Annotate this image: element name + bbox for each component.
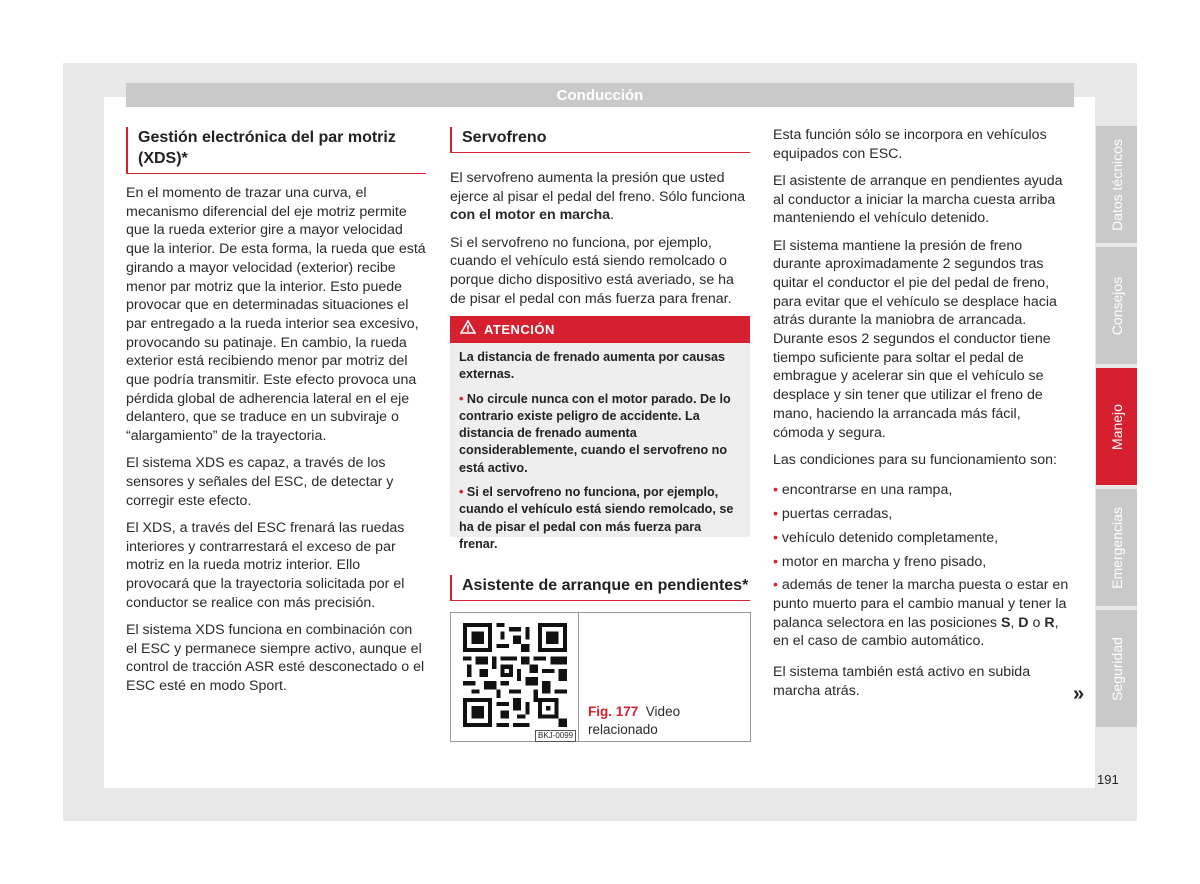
list-item: • además de tener la marcha puesta o estar en punto muerto para el cambio manual y tener la palanca selectora en las posiciones S, D o R, en el caso de cambio automático.	[773, 577, 1069, 650]
paragraph: El sistema mantiene la presión de freno durante aproximadamente 2 segundos tras quitar el conductor el pie del pedal de freno, para evitar que el vehículo se desplace hacia atrás durante la maniobra de arrancada. Durante esos 2 segundos el conductor tiene tiempo suficiente para soltar el pedal de embrague y acelerar sin que el vehículo se desplace y sin tener que utilizar el freno de mano, haciendo la arrancada más fácil, cómoda y segura.	[773, 237, 1057, 441]
paragraph: El sistema XDS funciona en combinación con el ESC y permanece siempre activo, aunque el control de tracción ASR esté desconectado o el ESC esté en modo Sport.	[126, 621, 425, 695]
tab-consejos[interactable]: Consejos	[1096, 247, 1137, 364]
continue-arrow-icon: »	[1073, 683, 1085, 705]
heading-asistente: Asistente de arranque en pendientes*	[450, 575, 750, 601]
list-item: • motor en marcha y freno pisado,	[773, 553, 987, 570]
paragraph: El sistema también está activo en subida marcha atrás.	[773, 664, 1031, 699]
column-3	[773, 126, 1069, 709]
heading-xds: Gestión electrónica del par motriz (XDS)*	[126, 127, 426, 174]
figure-number: Fig. 177	[588, 704, 639, 719]
figure-caption: Fig. 177 Video relacionado	[588, 704, 681, 737]
paragraph: El servofreno aumenta la presión que usted ejerce al pisar el pedal del freno. Sólo funciona con el motor en marcha.	[450, 170, 745, 224]
warning-box	[450, 316, 750, 551]
tab-manejo[interactable]: Manejo	[1096, 368, 1137, 485]
paragraph: Si el servofreno no funciona, por ejemplo, cuando el vehículo está siendo remolcado o porque dicho dispositivo está averiado, se ha de pisar el pedal con más fuerza para frenar.	[450, 234, 734, 307]
warning-intro: La distancia de frenado aumenta por causas externas.	[459, 350, 725, 382]
figure-code: BKJ-0099	[535, 730, 576, 742]
heading-servofreno: Servofreno	[450, 127, 750, 153]
section-header: Conducción	[126, 83, 1074, 107]
figure-box	[450, 612, 751, 742]
warning-header	[450, 316, 750, 343]
warning-item: • No circule nunca con el motor parado. De lo contrario existe peligro de accidente. La distancia de frenado aumenta considerablemente, cuando el servofreno no está activo.	[459, 391, 731, 475]
paragraph: El XDS, a través del ESC frenará las ruedas interiores y contrarrestará el exceso de par motriz en la rueda motriz interior. Ello provocará que la trayectoria solicitada por el conductor se realice con más precisión.	[126, 519, 405, 611]
paragraph: En el momento de trazar una curva, el mecanismo diferencial del eje motriz permite que la rueda exterior gire a mayor velocidad que la interior. De esta forma, la rueda que está girando a mayor velocidad (exterior) recibe menor par motriz que la interior. Esto puede provocar que en determinadas situaciones el par entregado a la rueda interior sea excesivo, provocando su patinaje. En cambio, la rueda exterior está recibiendo menor par motriz del que podría transmitir. Este efecto provoca una pérdida global de adherencia lateral en el eje delantero, que se traduce en un subviraje o “alargamiento” de la trayectoria.	[126, 185, 426, 445]
list-item: • encontrarse en una rampa,	[773, 482, 953, 499]
qr-code-icon	[463, 623, 567, 732]
list-item: • vehículo detenido completamente,	[773, 529, 999, 546]
tab-emergencias[interactable]: Emergencias	[1096, 489, 1137, 606]
list-item: • puertas cerradas,	[773, 506, 893, 523]
tab-datos-tecnicos[interactable]: Datos técnicos	[1096, 126, 1137, 243]
warning-triangle-icon	[460, 316, 476, 343]
paragraph: Las condiciones para su funcionamiento son:	[773, 451, 1057, 468]
paragraph: El asistente de arranque en pendientes ayuda al conductor a iniciar la marcha cuesta arriba manteniendo el vehículo detenido.	[773, 172, 1063, 227]
column-2-lower	[450, 575, 750, 611]
warning-item: • Si el servofreno no funciona, por ejemplo, cuando el vehículo está siendo remolcado, se ha de pisar el pedal con más fuerza para frenar.	[459, 485, 734, 551]
tab-seguridad[interactable]: Seguridad	[1096, 610, 1137, 727]
warning-body	[450, 343, 750, 553]
column-2	[450, 127, 750, 317]
page-number: 191	[1097, 772, 1119, 787]
paragraph: El sistema XDS es capaz, a través de los sensores y señales del ESC, de detectar y corregir este efecto.	[126, 455, 394, 509]
figure-divider	[578, 613, 579, 741]
paragraph: Esta función sólo se incorpora en vehículos equipados con ESC.	[773, 127, 1047, 162]
column-1	[126, 127, 426, 704]
warning-title: ATENCIÓN	[484, 322, 555, 337]
